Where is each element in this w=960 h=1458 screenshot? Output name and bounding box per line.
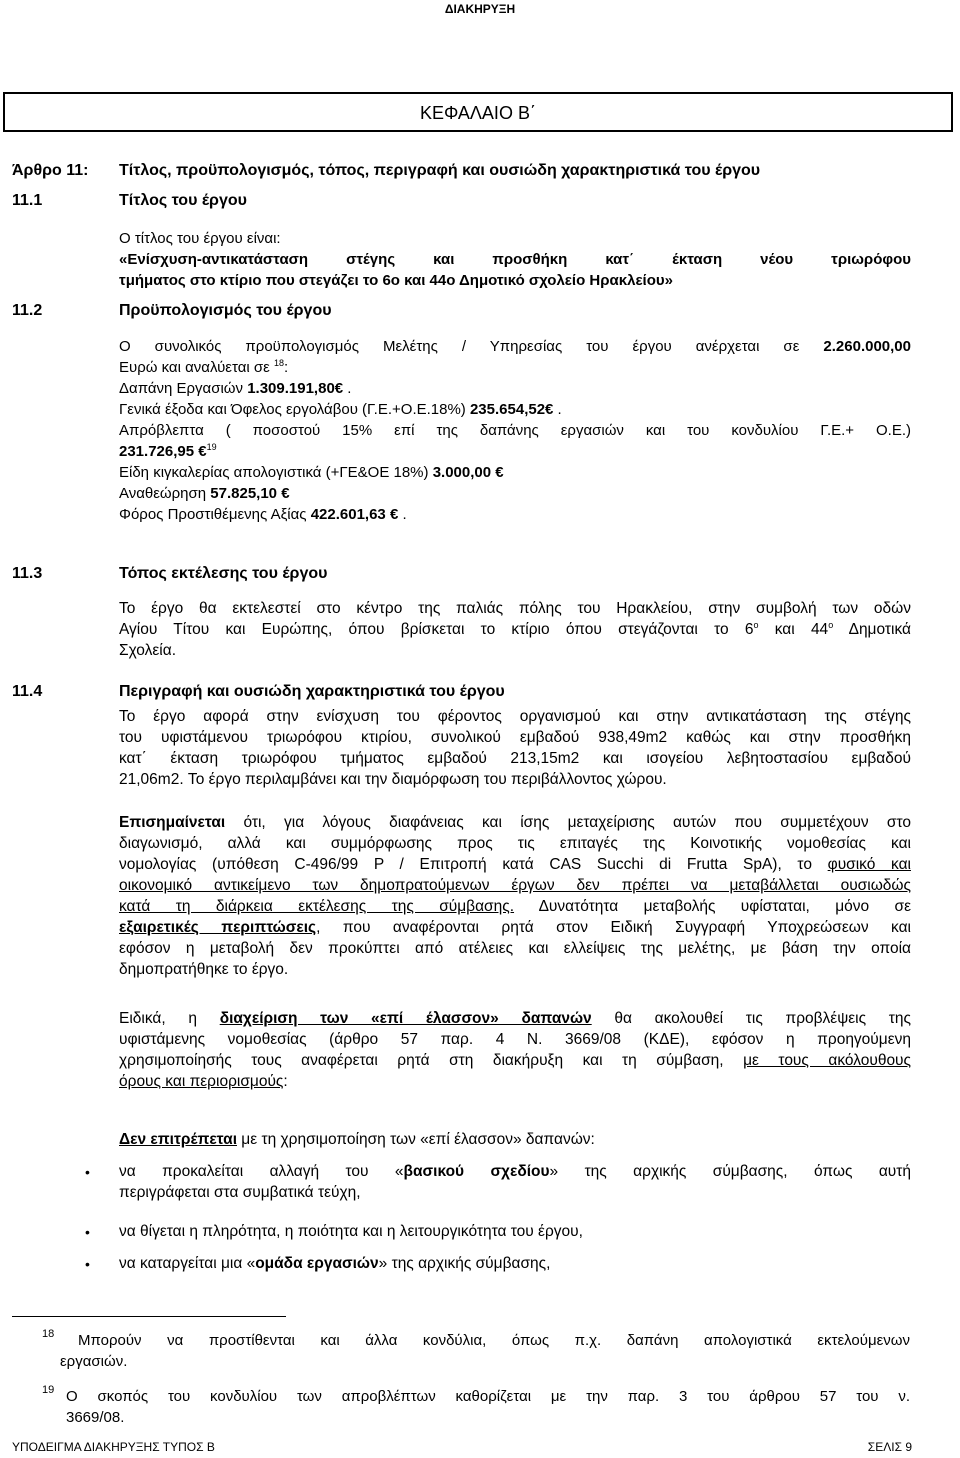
underspend-paragraph: Ειδικά, η διαχείριση των «επί έλασσον» δαπανών θα ακολουθεί τις προβλέψεις της υφιστάμενης νομοθεσίας (άρθρο 57 παρ. 4 Ν. 3669/08 (ΚΔΕ), εφόσον η προηγούμενη χρησιμοποίησής τους αναφέρεται ρητά στη διακήρυξη και τη σύμβαση, με τους ακόλουθους όρους και περιορισμούς: <box>119 1010 912 1090</box>
euro-sign: € <box>389 506 399 523</box>
budget-line: Αναθεώρηση 57.825,10 € <box>119 485 290 502</box>
section-number: 11.2 <box>12 302 43 319</box>
revision-value: 57.825,10 <box>210 485 278 502</box>
footer-doc-type: ΥΠΟΔΕΙΓΜΑ ΔΙΑΚΗΡΥΞΗΣ ΤΥΠΟΣ Β <box>12 1440 215 1454</box>
total-budget-value: 2.260.000,00 <box>823 338 911 355</box>
location-paragraph: Το έργο θα εκτελεστεί στο κέντρο της παλιάς πόλης του Ηρακλείου, στην συμβολή των οδών Αγίου Τίτου και Ευρώπης, όπου βρίσκεται το κτίριο όπου στεγάζονται το $6^o$ και $44^o$ Δημοτικά Σχολεία. <box>119 600 911 659</box>
footnote-18: 18 Μπορούν να προστίθενται και άλλα κονδύλια, όπως π.χ. δαπάνη απολογιστικά εκτελούμενων εργασιών. <box>42 1330 910 1372</box>
page-header: ΔΙΑΚΗΡΥΞΗ <box>444 2 516 16</box>
bullet-icon: • <box>85 1164 90 1180</box>
budget-line: Είδη κιγκαλερίας απολογιστικά (+ΓΕ&ΟΕ 18%) 3.000,00 € <box>119 464 504 481</box>
footnote-separator <box>12 1316 286 1317</box>
notice-paragraph: Επισημαίνεται ότι, για λόγους διαφάνειας και ίσης μεταχείρισης αυτών που συμμετέχουν στο διαγωνισμό, αλλά και συμμόρφωσης προς τις επιταγές της Κοινοτικής νομοθεσίας και νομολογίας (υπόθεση C-496/99 P / Επιτροπή κατά CAS Succhi di Frutta SpA), το φυσικό και οικονομικό αντικείμενο των δημοπρατούμενων έργων δεν πρέπει να μεταβάλλεται ουσιωδώς κατά τη διάρκεια εκτέλεσης της σύμβασης. Δυνατότητα μεταβολής υφίσταται, μόνο σε εξαιρετικές περιπτώσεις, που αναφέρονται ρητά στον Ειδική Συγγραφή Υποχρεώσεων και εφόσον η μεταβολή δεν προκύπτει από ατέλειες και ελλείψεις της μελέτης, με βάση την οποία δημοπρατήθηκε το έργο. <box>119 814 911 978</box>
footnote-ref-19: 19 <box>206 442 217 452</box>
description-paragraph: Το έργο αφορά στην ενίσχυση του φέροντος οργανισμού και στην αντικατάσταση της στέγης του υφιστάμενου τριωρόφου κτιρίου, συνολικού εμβαδού 938,49m2 καθώς και στην προσθήκη κατ΄ έκταση τριωρόφου τμήματος εμβαδού 213,15m2 και ισογείου λεβητοστασίου εμβαδού 21,06m2. Το έργο περιλαμβάνει και την διαμόρφωση του περιβάλλοντος χώρου. <box>119 708 911 788</box>
vat-value: 422.601,63 <box>310 506 386 523</box>
budget-line: Γενικά έξοδα και Όφελος εργολάβου (Γ.Ε.+Ο.Ε.18%) 235.654,52€ . <box>119 401 562 418</box>
section-number: 11.1 <box>12 192 43 209</box>
budget-line: Ευρώ και αναλύεται σε $^{18}$: <box>119 358 289 376</box>
section-11-2-heading <box>12 302 332 320</box>
section-title: Τόπος εκτέλεσης του έργου <box>119 565 328 582</box>
euro-sign: € <box>281 485 290 502</box>
section-11-1-heading <box>12 192 247 210</box>
article-label: Άρθρο 11: <box>12 162 89 179</box>
section-11-3-heading <box>12 565 327 583</box>
project-title-block <box>119 228 911 291</box>
project-title-line: τμήματος στο κτίριο που στεγάζει το 6ο και 44ο Δημοτικό σχολείο Ηρακλείου» <box>119 272 673 289</box>
budget-line: Ο συνολικός προϋπολογισμός Μελέτης / Υπηρεσίας του έργου ανέρχεται σε 2.260.000,00 <box>119 338 911 355</box>
budget-block <box>119 336 911 525</box>
footnote-marker: 19 <box>42 1384 55 1396</box>
chapter-title-box <box>3 92 953 132</box>
section-11-4-heading <box>12 683 505 701</box>
ironmongery-value: 3.000,00 <box>432 464 492 481</box>
chapter-title: ΚΕΦΑΛΑΙΟ Β΄ <box>420 103 536 123</box>
not-allowed-paragraph: Δεν επιτρέπεται με τη χρησιμοποίηση των «επί έλασσον» δαπανών: <box>119 1131 595 1148</box>
works-cost-value: 1.309.191,80 <box>247 380 335 397</box>
section-title: Τίτλος του έργου <box>119 192 247 209</box>
overhead-value: 235.654,52 <box>469 401 546 418</box>
budget-line: Δαπάνη Εργασιών 1.309.191,80€ . <box>119 380 352 397</box>
footnote-19: 19 Ο σκοπός του κονδυλίου των απροβλέπτων καθορίζεται με την παρ. 3 του άρθρου 57 του ν. 3669/08. <box>42 1386 910 1428</box>
euro-sign: € <box>334 380 344 397</box>
section-title: Περιγραφή και ουσιώδη χαρακτηριστικά του έργου <box>119 683 505 700</box>
footnote-ref-18: 18 <box>273 358 284 368</box>
bullet-icon: • <box>85 1256 90 1272</box>
section-number: 11.3 <box>12 565 43 582</box>
euro-sign: € <box>198 443 207 460</box>
budget-line: Απρόβλεπτα ( ποσοστού 15% επί της δαπάνης εργασιών και του κονδυλίου Γ.Ε.+ Ο.Ε.) <box>119 422 911 439</box>
budget-line: Φόρος Προστιθέμενης Αξίας 422.601,63 € . <box>119 506 407 523</box>
article-title: Τίτλος, προϋπολογισμός, τόπος, περιγραφή και ουσιώδη χαρακτηριστικά του έργου <box>119 162 761 179</box>
section-title: Προϋπολογισμός του έργου <box>119 302 332 319</box>
section-number: 11.4 <box>12 683 43 700</box>
project-title-line: «Ενίσχυση-αντικατάσταση στέγης και προσθήκη κατ΄ έκταση νέου τριωρόφου <box>119 251 911 268</box>
footer-page-number: ΣΕΛΙΣ 9 <box>867 1440 912 1454</box>
bullet-item: να προκαλείται αλλαγή του «βασικού σχεδίου» της αρχικής σύμβασης, όπως αυτή περιγράφεται στα συμβατικά τεύχη, <box>119 1163 911 1201</box>
euro-sign: € <box>545 401 554 418</box>
footnote-marker: 18 <box>42 1328 55 1340</box>
project-title-intro: Ο τίτλος του έργου είναι: <box>119 230 281 247</box>
contingency-value: 231.726,95 <box>119 443 195 460</box>
article-heading <box>12 162 760 180</box>
bullet-icon: • <box>85 1224 90 1240</box>
bullet-item: να καταργείται μια «ομάδα εργασιών» της αρχικής σύμβασης, <box>119 1255 551 1272</box>
budget-line <box>119 441 911 462</box>
euro-sign: € <box>495 464 504 481</box>
bullet-item: να θίγεται η πληρότητα, η ποιότητα και η λειτουργικότητα του έργου, <box>119 1223 583 1240</box>
